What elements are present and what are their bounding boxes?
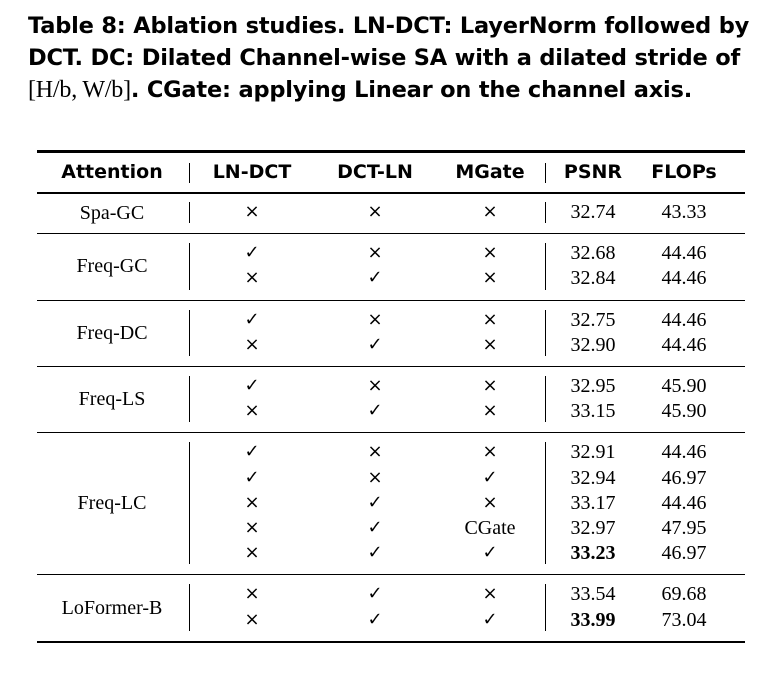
cell-dct-ln: ✓ [367, 542, 383, 564]
cell-flops: 44.46 [661, 308, 707, 331]
header-dct-ln: DCT-LN [337, 161, 413, 183]
cell-dct-ln: ✓ [367, 267, 383, 289]
header-mgate: MGate [455, 161, 525, 183]
cell-dct-ln: ✓ [367, 333, 383, 355]
cell-flops: 73.04 [661, 608, 707, 631]
cell-mgate: ✓ [482, 608, 498, 630]
column-separator [545, 163, 546, 183]
cell-mgate: × [482, 400, 498, 422]
header-rule [37, 192, 745, 194]
column-separator [189, 163, 190, 183]
cell-mgate: × [482, 201, 498, 222]
group-name: Freq-DC [76, 321, 148, 344]
cell-flops: 44.46 [661, 242, 707, 265]
group-rule [37, 432, 745, 433]
cell-psnr: 33.99 [570, 608, 616, 631]
cell-ln-dct: × [244, 542, 260, 564]
cell-dct-ln: ✓ [367, 517, 383, 538]
cell-psnr: 32.97 [570, 517, 616, 539]
cell-ln-dct: ✓ [244, 466, 260, 488]
cell-psnr: 32.75 [570, 308, 616, 331]
cell-mgate: × [482, 583, 498, 605]
group-rule [37, 300, 745, 301]
cell-mgate: × [482, 491, 498, 513]
cell-ln-dct: × [244, 201, 260, 222]
cell-flops: 44.46 [661, 491, 707, 514]
cell-flops: 47.95 [661, 517, 707, 539]
group-rule [37, 574, 745, 575]
group-name: Freq-LS [78, 388, 146, 411]
cell-psnr: 32.68 [570, 242, 616, 265]
cell-flops: 46.97 [661, 466, 707, 489]
cell-ln-dct: ✓ [244, 242, 260, 264]
cell-ln-dct: × [244, 267, 260, 289]
group-name: LoFormer-B [61, 596, 163, 619]
cell-ln-dct: ✓ [244, 375, 260, 396]
table-caption [28, 10, 758, 106]
cell-ln-dct: × [244, 608, 260, 630]
cell-ln-dct: × [244, 333, 260, 355]
cell-dct-ln: × [367, 466, 383, 488]
cell-psnr: 33.54 [570, 583, 616, 606]
cell-flops: 69.68 [661, 583, 707, 606]
caption-stride: [H/b, W/b] [28, 77, 131, 103]
cell-dct-ln: ✓ [367, 491, 383, 513]
cell-dct-ln: × [367, 201, 383, 222]
cell-dct-ln: ✓ [367, 583, 383, 605]
cell-flops: 43.33 [661, 201, 707, 223]
group-name: Freq-LC [77, 492, 147, 515]
cell-ln-dct: × [244, 583, 260, 605]
cell-psnr: 32.74 [570, 201, 616, 223]
top-rule [37, 150, 745, 153]
cell-ln-dct: ✓ [244, 308, 260, 330]
cell-mgate: × [482, 333, 498, 355]
cell-psnr: 33.15 [570, 400, 616, 423]
cell-dct-ln: × [367, 375, 383, 396]
cell-psnr: 32.95 [570, 375, 616, 397]
header-attention: Attention [61, 161, 163, 183]
group-rule [37, 366, 745, 367]
cell-flops: 45.90 [661, 400, 707, 423]
bottom-rule [37, 641, 745, 644]
cell-dct-ln: × [367, 308, 383, 330]
cell-flops: 44.46 [661, 441, 707, 464]
group-name: Freq-GC [76, 255, 148, 278]
cell-psnr: 32.91 [570, 441, 616, 464]
cell-dct-ln: × [367, 242, 383, 264]
cell-flops: 44.46 [661, 267, 707, 290]
cell-ln-dct: × [244, 491, 260, 513]
cell-mgate: × [482, 308, 498, 330]
cell-dct-ln: ✓ [367, 400, 383, 422]
caption-text-1: Table 8: Ablation studies. LN-DCT: LayerNorm followed by DCT. DC: Dilated Channel-wise SA with a dilated stride of [28, 13, 750, 71]
cell-psnr: 33.23 [570, 542, 616, 565]
cell-ln-dct: ✓ [244, 441, 260, 463]
header-psnr: PSNR [563, 161, 623, 183]
cell-mgate: × [482, 242, 498, 264]
cell-mgate: ✓ [482, 542, 498, 564]
caption-text-2: . CGate: applying Linear on the channel axis. [130, 77, 693, 103]
header-ln-dct: LN-DCT [212, 161, 292, 183]
group-name: Spa-GC [79, 201, 145, 224]
cell-mgate: × [482, 375, 498, 396]
cell-mgate: × [482, 267, 498, 289]
cell-dct-ln: ✓ [367, 608, 383, 630]
cell-flops: 46.97 [661, 542, 707, 565]
group-rule [37, 233, 745, 234]
cell-psnr: 32.84 [570, 267, 616, 290]
cell-ln-dct: × [244, 400, 260, 422]
cell-flops: 45.90 [661, 375, 707, 397]
cell-flops: 44.46 [661, 333, 707, 356]
cell-mgate: × [482, 441, 498, 463]
cell-psnr: 33.17 [570, 491, 616, 514]
header-flops: FLOPs [651, 161, 717, 183]
cell-mgate: CGate [464, 517, 516, 539]
cell-dct-ln: × [367, 441, 383, 463]
cell-mgate: ✓ [482, 466, 498, 488]
cell-ln-dct: × [244, 517, 260, 538]
cell-psnr: 32.90 [570, 333, 616, 356]
cell-psnr: 32.94 [570, 466, 616, 489]
